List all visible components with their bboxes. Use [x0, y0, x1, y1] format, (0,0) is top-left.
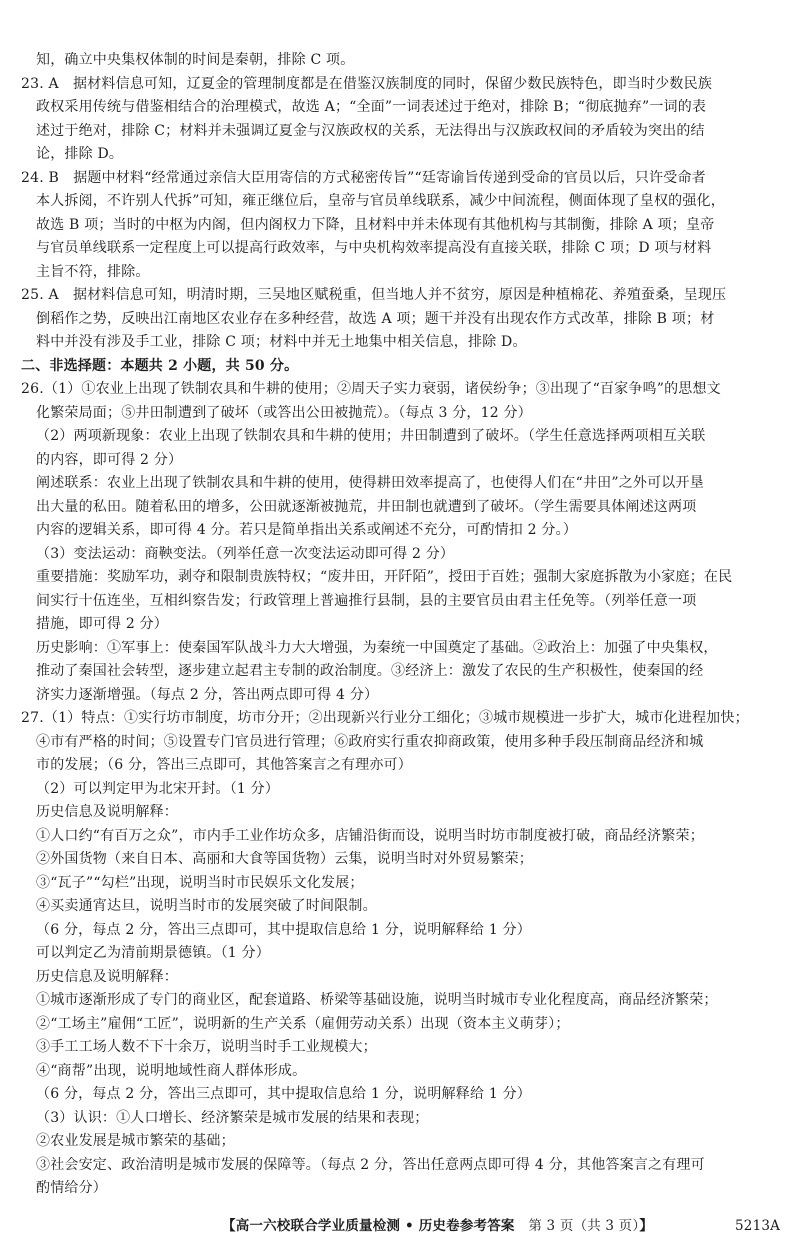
- text-line: 25. A 据材料信息可知，明清时期，三吴地区赋税重，但当地人并不贫穷，原因是种植棉花、养殖蚕桑，呈现压: [21, 287, 727, 303]
- text-line: ①人口约“有百万之众”，市内手工业作坊众多，店铺沿街而设，说明当时坊市制度被打破，商品经济繁荣；: [36, 827, 704, 844]
- text-line: 27.（1）特点：①实行坊市制度，坊市分开；②出现新兴行业分工细化；③城市规模进一步扩大，城市化进程加快；: [21, 710, 749, 726]
- text-line: 间实行十伍连坐，互相纠察告发；行政管理上普遍推行县制，县的主要官员由君主任免等。（列举任意一项: [36, 592, 697, 609]
- text-line: 措施，即可得 2 分）: [36, 616, 169, 632]
- text-line: 重要措施：奖励军功，剥夺和限制贵族特权；“废井田，开阡陌”，授田于百姓；强制大家庭拆散为小家庭；在民: [36, 569, 733, 585]
- text-line: 料中并没有涉及手工业，排除 C 项；材料中并无土地集中相关信息，排除 D。: [36, 334, 527, 350]
- footer-title-group: [222, 1214, 653, 1238]
- text-line: ③手工工场人数不下十余万，说明当时手工业规模大；: [36, 1039, 377, 1055]
- text-line: 倒稻作之势，反映出江南地区农业存在多种经营，故选 A 项；题干并没有出现农作方式改革，排除 B 项；材: [36, 310, 715, 327]
- text-line: 出大量的私田。随着私田的增多，公田就逐渐被抛荒，井田制也就遭到了破坏。（学生需要具体阐述这两项: [36, 498, 697, 515]
- text-line: ②“工场主”雇佣“工匠”，说明新的生产关系（雇佣劳动关系）出现（资本主义萌芽）；: [36, 1015, 570, 1032]
- text-line: 论，排除 D。: [36, 146, 124, 162]
- footer-close-bracket: 】: [639, 1218, 654, 1234]
- text-line: （2）可以判定甲为北宋开封。（1 分）: [36, 780, 280, 797]
- text-line: （3）变法运动：商鞅变法。（列举任意一次变法运动即可得 2 分）: [36, 545, 455, 562]
- footer-title: 【高一六校联合学业质量检测 • 历史卷参考答案: [222, 1218, 515, 1234]
- text-line: ①城市逐渐形成了专门的商业区，配套道路、桥梁等基础设施，说明当时城市专业化程度高，商品经济繁荣；: [36, 992, 718, 1008]
- text-line: 酌情给分）: [36, 1180, 107, 1196]
- text-line: （2）两项新现象：农业上出现了铁制农具和牛耕的使用；井田制遭到了破坏。（学生任意选择两项相互关联: [36, 428, 706, 444]
- text-line: （3）认识：①人口增长、经济繁荣是城市发展的结果和表现；: [36, 1109, 429, 1126]
- text-line: 与官员单线联系一定程度上可以提高行政效率，与中央机构效率提高没有直接关联，排除 C 项；D 项与材料: [36, 240, 712, 256]
- text-line: 市的发展；（6 分，答出三点即可，其他答案言之有理亦可）: [36, 757, 412, 773]
- text-line: ④市有严格的时间；⑤设置专门官员进行管理；⑥政府实行重农抑商政策，使用多种手段压制商品经济和城: [36, 733, 704, 750]
- text-line: 化繁荣局面；⑤井田制遭到了破坏（或答出公田被抛荒）。（每点 3 分，12 分）: [36, 404, 532, 421]
- text-line: ②外国货物（来自日本、高丽和大食等国货物）云集，说明当时对外贸易繁荣；: [36, 851, 533, 867]
- text-line: ②农业发展是城市繁荣的基础；: [36, 1133, 235, 1149]
- text-line: 历史影响：①军事上：使秦国军队战斗力大大增强，为秦统一中国奠定了基础。②政治上：加强了中央集权，: [36, 639, 718, 656]
- text-line: 23. A 据材料信息可知，辽夏金的管理制度都是在借鉴汉族制度的同时，保留少数民族特色，即当时少数民族: [21, 75, 713, 92]
- text-line: 可以判定乙为清前期景德镇。（1 分）: [36, 945, 270, 961]
- text-line: 述过于绝对，排除 C；材料并未强调辽夏金与汉族政权的关系，无法得出与汉族政权间的矛盾较为突出的结: [36, 122, 705, 139]
- text-line: 政权采用传统与借鉴相结合的治理模式，故选 A；“全面”一词表述过于绝对，排除 B；“彻底抛弃”一词的表: [36, 99, 707, 115]
- text-line: 知，确立中央集权体制的时间是秦朝，排除 C 项。: [36, 52, 355, 68]
- section-heading: 二、非选择题：本题共 2 小题，共 50 分。: [21, 357, 299, 374]
- text-line: 26.（1）①农业上出现了铁制农具和牛耕的使用；②周天子实力衰弱，诸侯纷争；③出现了“百家争鸣”的思想文: [21, 381, 721, 397]
- text-line: 本人拆阅，不许别人代拆”可知，雍正继位后，皇帝与官员单线联系，减少中间流程，侧面体现了皇权的强化，: [36, 193, 725, 209]
- text-line: ④买卖通宵达旦，说明当时市的发展突破了时间限制。: [36, 898, 377, 914]
- text-line: 故选 B 项；当时的中枢为内阁，但内阁权力下降，且材料中并未体现有其他机构与其制衡，排除 A 项；皇帝: [36, 216, 715, 233]
- text-line: 内容的逻辑关系，即可得 4 分。若只是简单指出关系或阐述不充分，可酌情扣 2 分。）: [36, 522, 578, 538]
- text-line: （6 分，每点 2 分，答出三点即可，其中提取信息给 1 分，说明解释给 1 分）: [36, 1086, 531, 1102]
- text-line: 主旨不符，排除。: [36, 263, 150, 280]
- answer-content: [0, 49, 800, 1201]
- footer-page-number: 第 3 页（共 3 页）: [528, 1218, 640, 1234]
- text-line: 推动了秦国社会转型，逐步建立起君主专制的政治制度。③经济上：激发了农民的生产积极性，使秦国的经: [36, 663, 704, 679]
- text-line: ③“瓦子”“勾栏”出现，说明当时市民娱乐文化发展；: [36, 874, 364, 891]
- text-line: ④“商帮”出现，说明地域性商人群体形成。: [36, 1062, 307, 1079]
- footer-doc-code: 5213A: [735, 1218, 781, 1234]
- text-line: （6 分，每点 2 分，答出三点即可，其中提取信息给 1 分，说明解释给 1 分）: [36, 921, 531, 938]
- text-line: 济实力逐渐增强。（每点 2 分，答出两点即可得 4 分）: [36, 686, 379, 703]
- text-line: 历史信息及说明解释：: [36, 968, 178, 985]
- text-line: 24. B 据题中材料“经常通过亲信大臣用寄信的方式秘密传旨”“廷寄谕旨传递到受命的官员以后，只许受命者: [21, 169, 706, 186]
- text-line: 的内容，即可得 2 分）: [36, 451, 183, 468]
- page-footer: [0, 1214, 800, 1238]
- text-line: 阐述联系：农业上出现了铁制农具和牛耕的使用，使得耕田效率提高了，也使得人们在“井田”之外可以开垦: [36, 475, 704, 491]
- text-line: 历史信息及说明解释：: [36, 804, 178, 820]
- text-line: ③社会安定、政治清明是城市发展的保障等。（每点 2 分，答出任意两点即可得 4 分，其他答案言之有理可: [36, 1156, 705, 1173]
